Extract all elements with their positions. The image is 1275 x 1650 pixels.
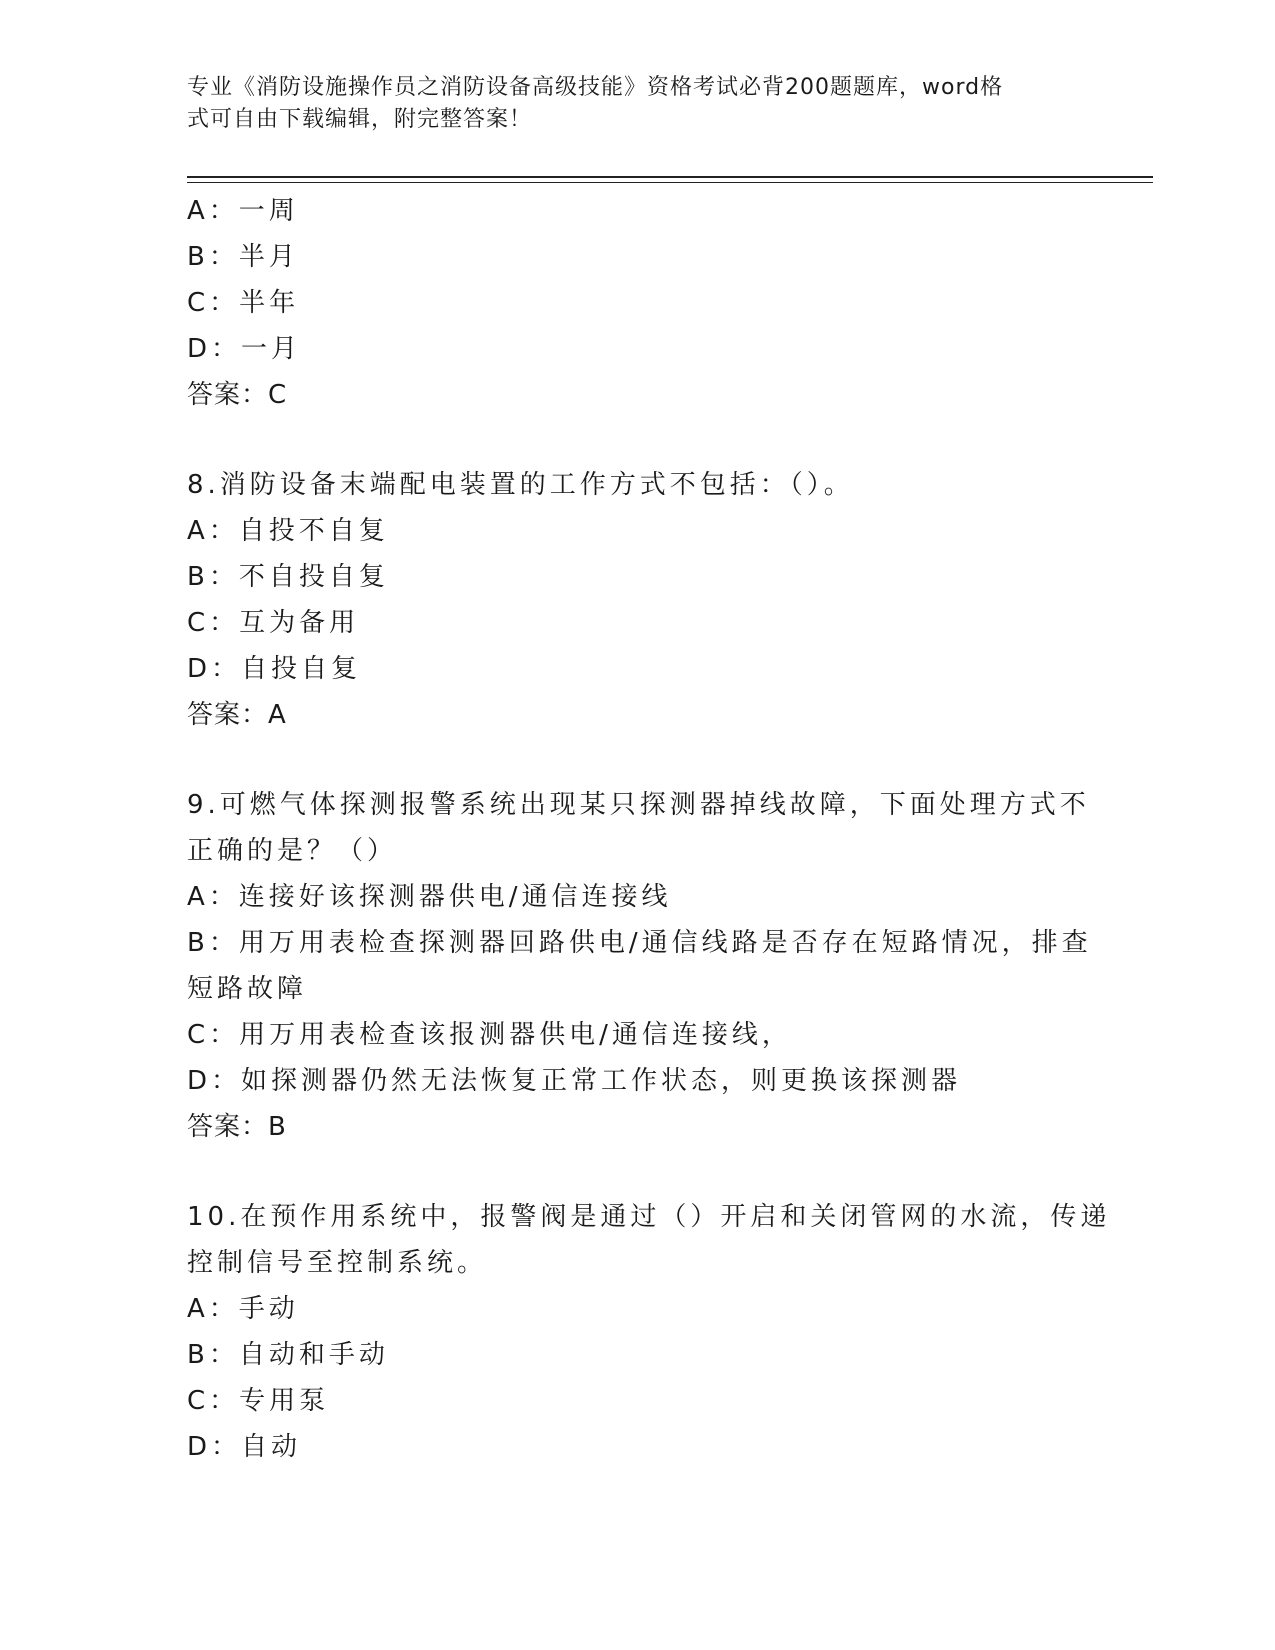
spacer <box>187 1150 1067 1194</box>
option-c: C：互为备用 <box>187 608 360 638</box>
option-a: A：手动 <box>187 1294 299 1324</box>
option-b-line-2: 短路故障 <box>187 974 308 1004</box>
question-stem-line-1: 9.可燃气体探测报警系统出现某只探测器掉线故障，下面处理方式不 <box>187 790 1090 820</box>
question-content <box>187 188 1111 1470</box>
answer: 答案：C <box>187 380 288 410</box>
spacer <box>187 418 1067 462</box>
header-title-line-2: 式可自由下载编辑，附完整答案！ <box>187 107 533 132</box>
option-a: A：一周 <box>187 196 299 226</box>
spacer <box>187 738 1067 782</box>
header-title-line-1: 专业《消防设施操作员之消防设备高级技能》资格考试必背200题题库，word格 <box>187 75 1004 100</box>
question-stem: 8.消防设备末端配电装置的工作方式不包括：（）。 <box>187 470 854 500</box>
option-d: D：自动 <box>187 1432 302 1462</box>
option-b: B：不自投自复 <box>187 562 389 592</box>
header-divider-thick <box>187 176 1153 178</box>
option-d: D：如探测器仍然无法恢复正常工作状态，则更换该探测器 <box>187 1066 962 1096</box>
option-a: A：连接好该探测器供电/通信连接线 <box>187 882 672 912</box>
question-10 <box>187 1194 1111 1470</box>
option-d: D：一月 <box>187 334 302 364</box>
option-c: C：用万用表检查该报测器供电/通信连接线， <box>187 1020 792 1050</box>
answer: 答案：A <box>187 700 287 730</box>
question-7-continued <box>187 188 1067 418</box>
option-c: C：半年 <box>187 288 300 318</box>
question-8 <box>187 462 1067 738</box>
option-b-line-1: B：用万用表检查探测器回路供电/通信线路是否存在短路情况，排查 <box>187 928 1092 958</box>
question-stem-line-2: 正确的是？（） <box>187 836 398 866</box>
option-d: D：自投自复 <box>187 654 362 684</box>
option-b: B：半月 <box>187 242 299 272</box>
header-divider-thin <box>187 182 1153 183</box>
answer: 答案：B <box>187 1112 287 1142</box>
question-stem-line-2: 控制信号至控制系统。 <box>187 1248 488 1278</box>
question-stem-line-1: 10.在预作用系统中，报警阀是通过（）开启和关闭管网的水流，传递 <box>187 1202 1111 1232</box>
option-a: A：自投不自复 <box>187 516 389 546</box>
option-b: B：自动和手动 <box>187 1340 389 1370</box>
option-c: C：专用泵 <box>187 1386 330 1416</box>
question-9 <box>187 782 1092 1150</box>
document-header <box>187 72 1067 136</box>
